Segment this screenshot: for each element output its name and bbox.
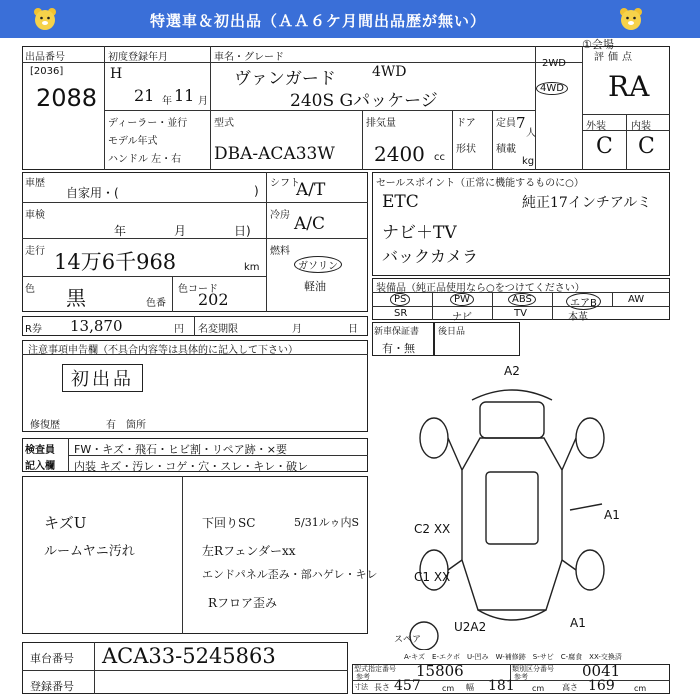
diagram-label: A2: [504, 364, 520, 378]
equip-tv: TV: [514, 308, 527, 319]
lot-number: 2088: [36, 84, 98, 112]
sales-point-item: バックカメラ: [382, 247, 479, 266]
equip-ps: PS: [390, 293, 410, 306]
registration-label: 登録番号: [30, 680, 74, 693]
chassis-label: 車台番号: [30, 652, 74, 665]
drive-4wd: 4WD: [536, 82, 568, 95]
usage-label: 車歴: [25, 178, 45, 189]
equip-aw: AW: [628, 294, 645, 305]
remark-left: ルームヤニ汚れ: [44, 544, 135, 559]
type-no-label: 型式指定番号: [354, 665, 396, 673]
first-listing-stamp: 初出品: [62, 364, 143, 392]
shape-label: 形状: [456, 144, 476, 155]
recycle-value: 13,870: [70, 317, 123, 335]
shaken-label: 車検: [25, 210, 45, 221]
dealer-label: ディーラー・並行: [108, 118, 188, 129]
type-no: 15806: [416, 662, 464, 680]
equip-airbag: エアB: [566, 293, 601, 310]
inspection-sheet: ①会場 出品番号 [2036] 2088 初度登録年月 H 21 年 11 月 車名・グレード ヴァンガード 4WD 240S Gパッケージ 2WD 4WD 評価点 RA 外装 内装 C C ディーラー・並行 モデル年式 ハンドル 左・右 型式 DBA-ACA33W 排気量 2400 cc ドア 形状 定員 7 人 積載 kg 車歴 自家用・( ) 車検 年 月 日) 走行 14万6千968 km 色 黒 色番 色コード 202 シフト A/T 冷房 A/C 燃料 ガソリン 軽油 R券 13,870 円 名変期限 月 日 セールスポイント（正常に機能するものに○） ETC 純正17インチアルミ ナビ＋TV バックカメラ 装備品（純正品使用なら○をつけてください） PS PW ABS エアB AW SR ナビ TV 本革 新車保証書 有・無 後日品 注意事項申告欄（不具合内容等は具体的に記入して下さい） 初出品 修復歴 有 箇所 検査員 記入欄 FW・キズ・飛石・ヒビ割・リペア跡・×要 内装 キズ・汚レ・コゲ・穴・スレ・キレ・破レ キズU ルームヤニ汚れ 下回りSC 5/31ルゥ内S 左Rフェンダーxx エンドパネル歪み・部ハゲレ・キレ Rフロア歪み A2 C2 XX C1 XX A1 U2A2 A1 スペア A-キズ E-エクボ U-凹み W-補修跡 S-サビ C-腐食 XX-交換済 車台番号 ACA33-5245863 登録番号 型式指定番号 参考 15806 類別区分番号 参考 0041 寸法 長さ 457 cm 幅 181 cm 高さ 169 cm: [22, 44, 670, 694]
remark-right: Rフロア歪み: [208, 596, 278, 610]
aircon-value: A/C: [294, 214, 326, 234]
grade: 240S Gパッケージ: [290, 91, 438, 111]
car-name: ヴァンガード: [234, 69, 336, 89]
remark-right: 左Rフェンダーxx: [202, 544, 296, 558]
equip-navi: ナビ: [452, 312, 472, 323]
color-code-label: 色番: [146, 298, 166, 309]
exterior-label: 外装: [586, 121, 606, 132]
fuel-label: 燃料: [270, 246, 290, 257]
length-value: 457: [394, 678, 421, 694]
aircon-label: 冷房: [270, 210, 290, 221]
fuel-value: ガソリン: [294, 256, 342, 273]
remark-right: 下回りSC: [202, 516, 256, 530]
chassis-number: ACA33-5245863: [102, 644, 276, 668]
remark-right: 5/31ルゥ内S: [294, 516, 360, 529]
color-label: 色: [25, 284, 35, 295]
lot-code: [2036]: [30, 66, 64, 77]
color-code-area-label: 色コード: [178, 284, 218, 295]
warranty-label: 新車保証書: [374, 327, 420, 337]
model-code: DBA-ACA33W: [214, 144, 335, 164]
sales-point-item: 純正17インチアルミ: [522, 195, 652, 211]
model-year-label: モデル年式: [108, 136, 158, 147]
shift-label: シフト: [270, 178, 300, 189]
extra-label: 後日品: [438, 327, 466, 337]
notes-label: 注意事項申告欄（不具合内容等は具体的に記入して下さい）: [28, 345, 298, 356]
shift-value: A/T: [296, 180, 326, 200]
inspector-row-exterior: FW・キズ・飛石・ヒビ割・リペア跡・×要: [74, 443, 287, 456]
lot-label: 出品番号: [25, 52, 65, 63]
mileage-value: 14万6千968: [54, 250, 177, 274]
capacity-label: 定員: [496, 118, 516, 129]
inspector-row-interior: 内装 キズ・汚レ・コゲ・穴・スレ・キレ・破レ: [74, 460, 309, 473]
displacement: 2400: [374, 142, 425, 166]
equipment-label: 装備品（純正品使用なら○をつけてください）: [376, 283, 585, 294]
bear-icon: [618, 6, 644, 32]
equip-sr: SR: [394, 308, 408, 319]
class-no-label: 類別区分番号: [512, 665, 554, 673]
sales-point-item: ナビ＋TV: [382, 223, 457, 243]
sales-point-item: ETC: [382, 192, 419, 212]
bear-icon: [32, 6, 58, 32]
fuel-other: 軽油: [304, 280, 326, 293]
interior-grade: C: [638, 134, 655, 159]
car-diagram: [382, 360, 666, 650]
mileage-label: 走行: [25, 246, 45, 257]
top-banner: [0, 0, 700, 38]
diagram-legend: A-キズ E-エクボ U-凹み W-補修跡 S-サビ C-腐食 XX-交換済: [404, 653, 622, 661]
diagram-label: C2 XX: [414, 522, 451, 536]
diagram-label: A1: [570, 616, 586, 630]
width-value: 181: [488, 678, 515, 694]
door-label: ドア: [456, 118, 476, 129]
sales-points-label: セールスポイント（正常に機能するものに○）: [376, 178, 584, 189]
load-label: 積載: [496, 144, 516, 155]
reg-month: 11: [174, 86, 195, 105]
banner-title: 特選車＆初出品（ＡＡ６ケ月間出品歴が無い）: [150, 12, 487, 30]
equip-abs: ABS: [508, 293, 536, 306]
drive-type: 4WD: [372, 64, 407, 80]
equip-leather: 本革: [568, 312, 588, 323]
diagram-label: U2A2: [454, 620, 487, 634]
venue-label: ①会場: [582, 38, 614, 51]
dim-label: 寸法: [354, 683, 368, 691]
remark-left: キズU: [44, 514, 87, 532]
reg-label: 初度登録年月: [108, 52, 168, 63]
name-label: 車名・グレード: [214, 52, 284, 63]
type-label: 型式: [214, 118, 234, 129]
capacity-value: 7: [516, 114, 526, 132]
interior-label: 内装: [631, 121, 651, 132]
drive-2wd: 2WD: [542, 58, 566, 69]
diagram-label: C1 XX: [414, 570, 451, 584]
score-value: RA: [608, 70, 650, 103]
remark-right: エンドパネル歪み・部ハゲレ・キレ: [202, 568, 378, 581]
displacement-label: 排気量: [366, 118, 396, 129]
diagram-label: スペア: [394, 635, 422, 645]
equip-pw: PW: [450, 293, 474, 306]
height-value: 169: [588, 678, 615, 694]
handle-label: ハンドル 左・右: [108, 154, 182, 165]
exterior-grade: C: [596, 134, 613, 159]
diagram-label: A1: [604, 508, 620, 522]
class-no: 0041: [582, 662, 621, 680]
score-label: 評価点: [594, 52, 636, 63]
inspector-label: 検査員: [25, 445, 55, 456]
warranty-value: 有・無: [382, 342, 415, 355]
reg-year: 21: [134, 86, 155, 105]
color-code: 202: [198, 290, 229, 309]
color-value: 黒: [66, 286, 86, 310]
name-change-label: 名変期限: [198, 324, 238, 335]
usage-value: 自家用・(: [66, 186, 119, 200]
recycle-label: R券: [25, 324, 42, 335]
repair-label: 修復歴: [30, 420, 60, 431]
era: H: [110, 66, 123, 82]
